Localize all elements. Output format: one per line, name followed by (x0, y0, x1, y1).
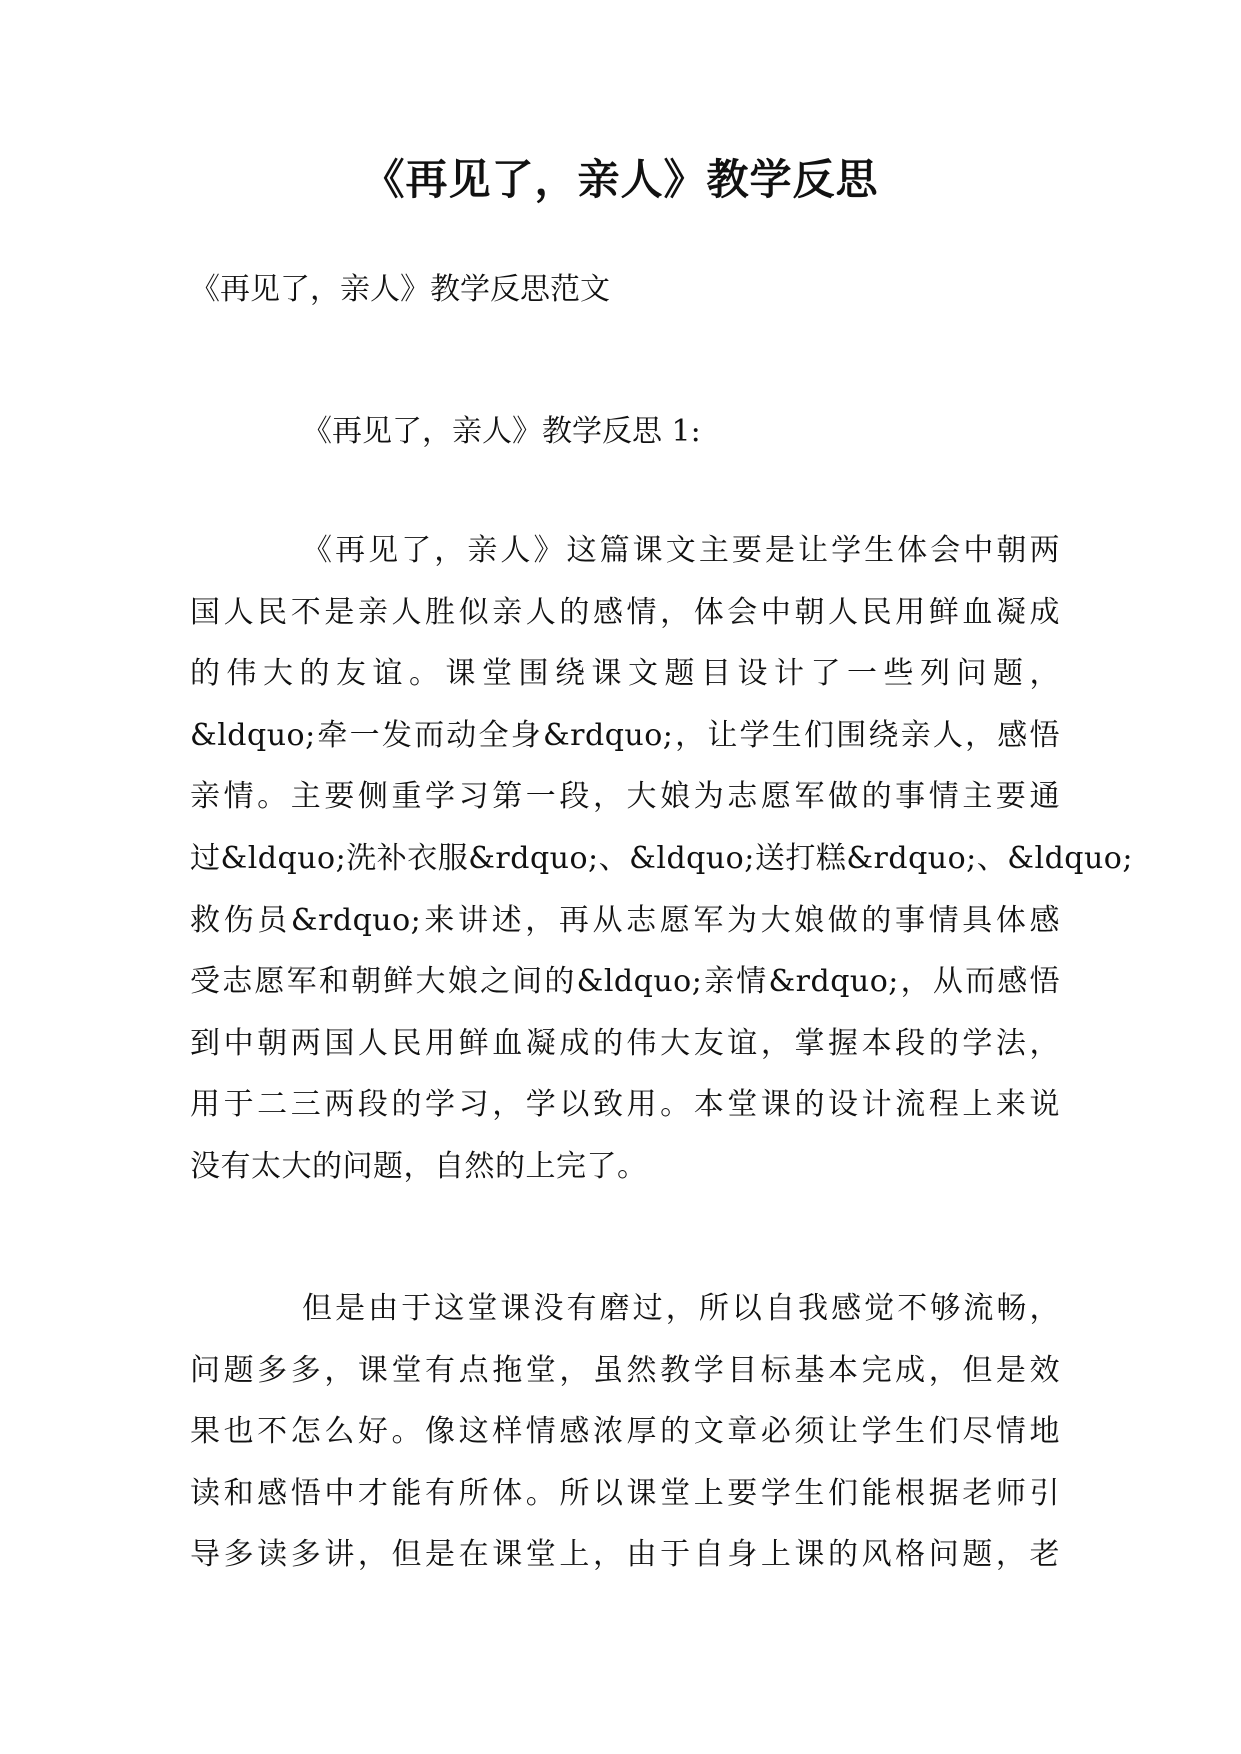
paragraph-line: 读和感悟中才能有所体。所以课堂上要学生们能根据老师引 (190, 1475, 1060, 1511)
paragraph-line: 导多读多讲，但是在课堂上，由于自身上课的风格问题，老 (190, 1537, 1060, 1573)
section-heading: 《再见了，亲人》教学反思 1: (302, 414, 701, 449)
paragraph-line: 过&ldquo;洗补衣服&rdquo;、&ldquo;送打糕&rdquo;、&ldquo; (190, 840, 1133, 876)
paragraph-line: &ldquo;牵一发而动全身&rdquo;，让学生们围绕亲人，感悟 (190, 717, 1060, 753)
paragraph-line: 救伤员&rdquo;来讲述，再从志愿军为大娘做的事情具体感 (190, 902, 1060, 938)
document-subtitle: 《再见了，亲人》教学反思范文 (190, 272, 610, 307)
paragraph-line: 国人民不是亲人胜似亲人的感情，体会中朝人民用鲜血凝成 (190, 594, 1060, 630)
paragraph-line: 但是由于这堂课没有磨过，所以自我感觉不够流畅， (302, 1291, 1060, 1326)
paragraph-line: 用于二三两段的学习，学以致用。本堂课的设计流程上来说 (190, 1087, 1060, 1123)
paragraph-line: 的伟大的友谊。课堂围绕课文题目设计了一些列问题， (190, 656, 1060, 692)
paragraph-line: 果也不怎么好。像这样情感浓厚的文章必须让学生们尽情地 (190, 1414, 1060, 1450)
document-title: 《再见了，亲人》教学反思 (362, 155, 879, 204)
paragraph-line: 到中朝两国人民用鲜血凝成的伟大友谊，掌握本段的学法， (190, 1025, 1060, 1061)
paragraph-line: 没有太大的问题，自然的上完了。 (190, 1148, 648, 1184)
paragraph-line: 受志愿军和朝鲜大娘之间的&ldquo;亲情&rdquo;，从而感悟 (190, 964, 1060, 1000)
paragraph-line: 《再见了，亲人》这篇课文主要是让学生体会中朝两 (302, 533, 1060, 568)
paragraph-line: 亲情。主要侧重学习第一段，大娘为志愿军做的事情主要通 (190, 779, 1060, 815)
body-paragraph (190, 520, 1133, 1198)
paragraph-line: 问题多多，课堂有点拖堂，虽然教学目标基本完成，但是效 (190, 1352, 1060, 1388)
body-paragraph (190, 1278, 1060, 1586)
